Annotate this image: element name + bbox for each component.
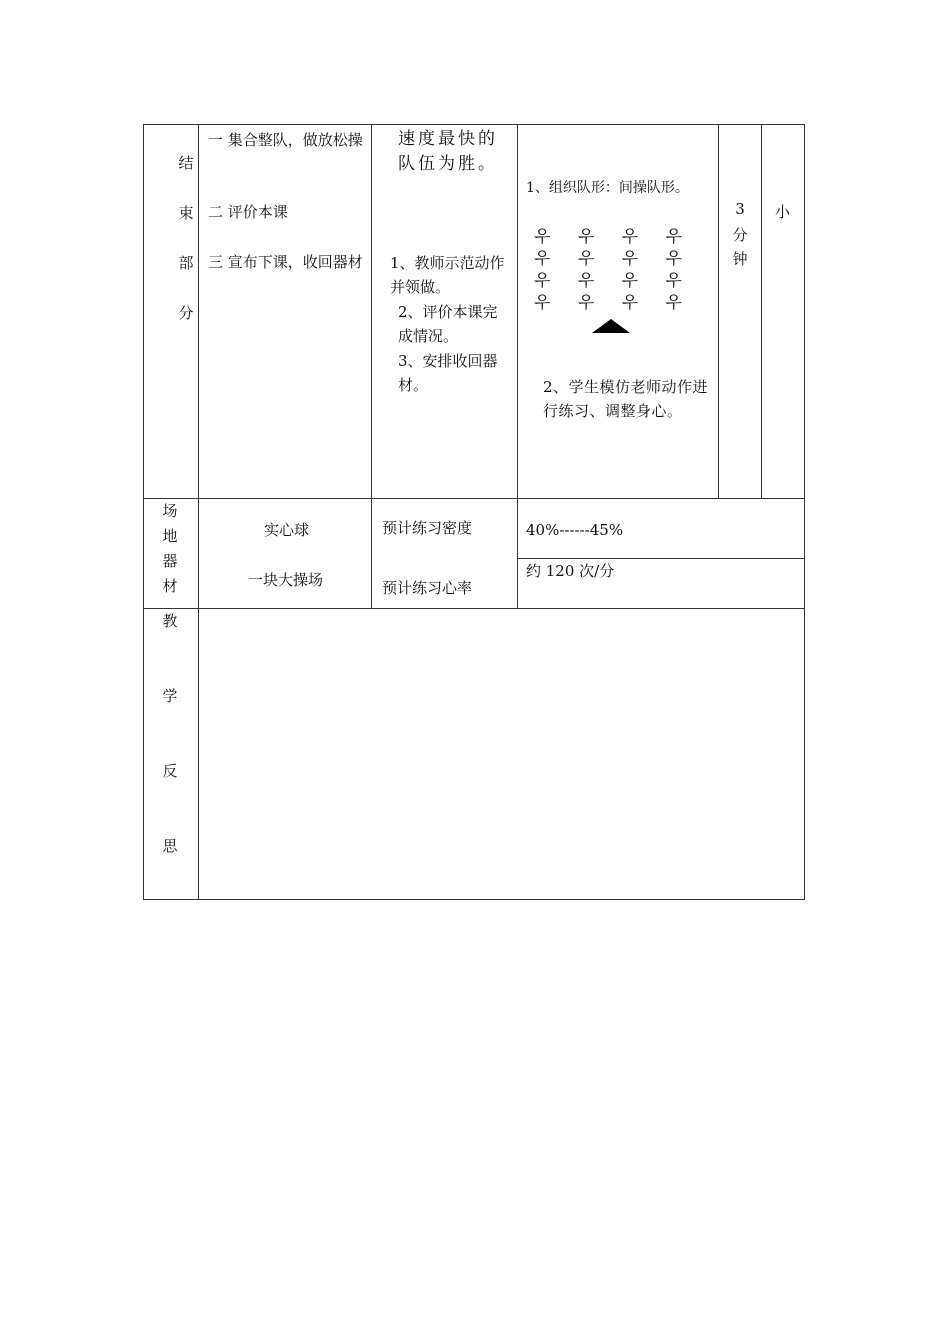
label-char: 器 [162,552,178,570]
col-divider-1 [198,124,199,900]
closing-item-3: 三 宣布下课，收回器材 [208,253,363,271]
label-char: 材 [162,577,178,595]
label-char: 思 [162,837,178,855]
competition-note: 速度最快的队伍为胜。 [398,129,498,174]
formation-row: 우 우 우 우 [534,249,682,269]
closing-item-2: 二 评价本课 [208,203,288,221]
venue-label [158,500,182,600]
label-char: 分 [178,304,194,322]
col-divider-4 [718,124,719,499]
density-label: 预计练习密度 [382,519,473,537]
label-char: 学 [162,687,178,705]
organization-title: 1、组织队形：间操队形。 [526,180,689,196]
row-divider-2 [143,608,805,609]
label-char: 教 [162,612,178,630]
formation-row: 우 우 우 우 [534,271,682,291]
label-char: 场 [162,502,178,520]
label-char: 结 [178,154,194,172]
student-practice-note: 2、学生模仿老师动作进行练习、调整身心。 [543,378,709,420]
heart-rate-label: 预计练习心率 [382,579,473,597]
teacher-step-2: 2、评价本课完成情况。 [398,303,498,345]
formation-row: 우 우 우 우 [534,293,682,313]
intensity-value: 小 [775,203,791,221]
closing-item-1: 一 集合整队，做放松操 [208,131,363,149]
time-value [728,200,752,272]
row-divider-1 [143,498,805,499]
teacher-step-3: 3、安排收回器材。 [398,352,498,394]
reflection-label [158,610,182,910]
time-char: 分 [732,226,748,244]
col-divider-3 [517,124,518,609]
density-value: 40%------45% [526,521,624,539]
label-char: 地 [162,527,178,545]
equipment-item: 一块大操场 [248,571,324,589]
formation-row: 우 우 우 우 [534,227,682,247]
col-divider-2 [371,124,372,609]
reflection-content[interactable] [210,620,790,890]
time-char: 3 [735,200,745,218]
time-char: 钟 [732,250,748,268]
label-char: 反 [162,762,178,780]
teacher-position-icon [592,319,630,333]
formation-diagram [534,226,682,314]
table-border-right [804,124,805,900]
label-char: 部 [178,254,194,272]
closing-section-label [174,152,198,352]
table-border-top [143,124,805,125]
teacher-step-1: 1、教师示范动作并领做。 [390,254,505,296]
table-border-left [143,124,144,900]
table-border-bottom [143,899,805,900]
equipment-item: 实心球 [264,521,310,539]
heart-rate-value: 约 120 次/分 [526,562,615,580]
label-char: 束 [178,204,194,222]
col-divider-5 [761,124,762,499]
